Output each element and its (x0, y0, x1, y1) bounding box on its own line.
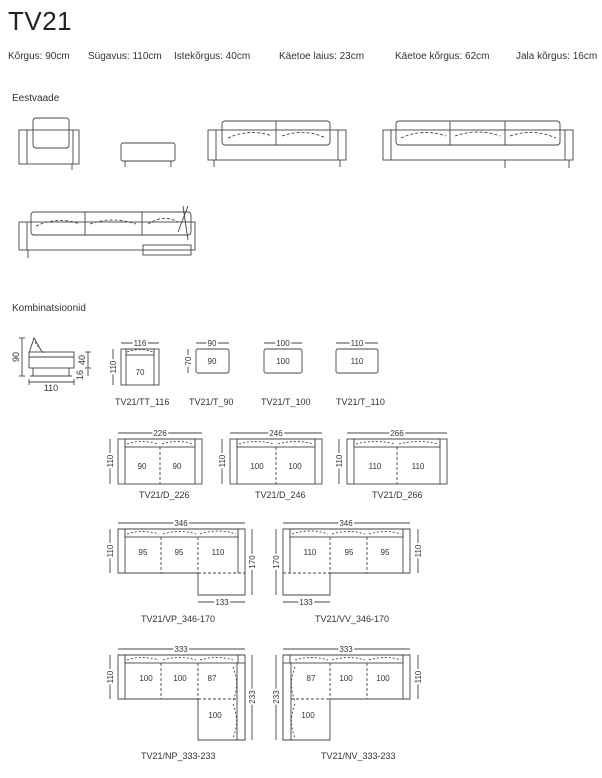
d246-seat-2: 100 (288, 462, 302, 471)
d226-depth: 110 (106, 454, 115, 468)
spec-height: Kõrgus: 90cm (8, 51, 70, 62)
d226-seat-1: 90 (137, 462, 147, 471)
code-np333: TV21/NP_333-233 (141, 751, 216, 761)
vv346-chaise-length: 170 (272, 555, 281, 569)
code-t110: TV21/T_110 (336, 397, 385, 407)
vp346-chaise-length: 170 (248, 555, 257, 569)
spec-depth: Sügavus: 110cm (88, 51, 162, 62)
nv333-width: 333 (339, 645, 353, 654)
side-depth-label: 110 (43, 383, 59, 393)
t90-depth: 70 (184, 356, 193, 366)
d246-seat-1: 100 (250, 462, 264, 471)
module-d266 (339, 433, 447, 484)
vp346-seat-2: 95 (174, 548, 184, 557)
module-d246 (222, 433, 322, 484)
np333-seat-4: 100 (208, 711, 222, 720)
d246-width: 246 (269, 429, 283, 438)
code-d246: TV21/D_246 (255, 490, 306, 500)
t110-seat: 110 (350, 357, 364, 366)
vp346-width: 346 (174, 519, 188, 528)
code-d266: TV21/D_266 (372, 490, 423, 500)
module-tt116 (113, 343, 159, 385)
t90-seat: 90 (207, 357, 217, 366)
code-vv346: TV21/VV_346-170 (315, 614, 390, 624)
front-view-heading: Eestvaade (12, 93, 60, 104)
np333-seat-2: 100 (173, 674, 187, 683)
t90-width: 90 (207, 339, 217, 348)
code-tt116: TV21/TT_116 (115, 397, 170, 407)
product-title: TV21 (8, 6, 73, 36)
spec-seat-height: Istekõrgus: 40cm (174, 51, 251, 62)
tt116-seat: 70 (135, 368, 145, 377)
tt116-width: 116 (133, 339, 147, 348)
vv346-seat-3: 95 (380, 548, 390, 557)
nv333-seat-3: 100 (376, 674, 390, 683)
nv333-depth: 110 (414, 670, 423, 684)
d246-depth: 110 (218, 454, 227, 468)
np333-seat-1: 100 (139, 674, 153, 683)
d266-seat-1: 110 (368, 462, 382, 471)
nv333-corner-length: 233 (272, 690, 281, 704)
vp346-chaise-width: 133 (215, 598, 229, 607)
t100-width: 100 (276, 339, 290, 348)
vp346-depth: 110 (106, 544, 115, 558)
side-leg-label: 16 (75, 369, 85, 381)
nv333-seat-2: 100 (339, 674, 353, 683)
front-ottoman (121, 143, 175, 167)
module-np333 (110, 649, 252, 740)
vp346-seat-1: 95 (138, 548, 148, 557)
spec-leg-height: Jala kõrgus: 16cm (516, 51, 598, 62)
code-d226: TV21/D_226 (139, 490, 190, 500)
combinations-heading: Kombinatsioonid (12, 303, 86, 314)
vv346-width: 346 (339, 519, 353, 528)
vv346-seat-1: 110 (303, 548, 317, 557)
nv333-seat-1: 87 (306, 674, 316, 683)
code-t90: TV21/T_90 (189, 397, 234, 407)
d266-seat-2: 110 (411, 462, 425, 471)
module-d226 (110, 433, 202, 484)
vv346-seat-2: 95 (344, 548, 354, 557)
code-vp346: TV21/VP_346-170 (141, 614, 216, 624)
np333-width: 333 (174, 645, 188, 654)
module-vp346 (110, 523, 252, 602)
vv346-depth: 110 (414, 544, 423, 558)
spec-arm-height: Käetoe kõrgus: 62cm (395, 51, 490, 62)
front-sofa-3 (383, 121, 573, 168)
np333-corner-length: 233 (248, 690, 257, 704)
front-sofa-corner (19, 206, 195, 258)
t110-width: 110 (350, 339, 364, 348)
side-seat-label: 40 (77, 354, 87, 366)
side-height-label: 90 (11, 351, 21, 363)
np333-depth: 110 (106, 670, 115, 684)
d226-seat-2: 90 (172, 462, 182, 471)
code-t100: TV21/T_100 (261, 397, 311, 407)
module-nv333 (276, 649, 418, 740)
t100-seat: 100 (276, 357, 290, 366)
d266-depth: 110 (335, 454, 344, 468)
vp346-seat-3: 110 (211, 548, 225, 557)
d266-width: 266 (390, 429, 404, 438)
module-vv346 (276, 523, 418, 602)
front-sofa-2 (208, 121, 346, 167)
front-armchair (19, 118, 79, 170)
code-nv333: TV21/NV_333-233 (321, 751, 396, 761)
tt116-depth: 110 (109, 360, 118, 374)
np333-seat-3: 87 (207, 674, 217, 683)
spec-arm-width: Käetoe laius: 23cm (279, 51, 365, 62)
d226-width: 226 (153, 429, 167, 438)
vv346-chaise-width: 133 (299, 598, 313, 607)
nv333-seat-4: 100 (301, 711, 315, 720)
